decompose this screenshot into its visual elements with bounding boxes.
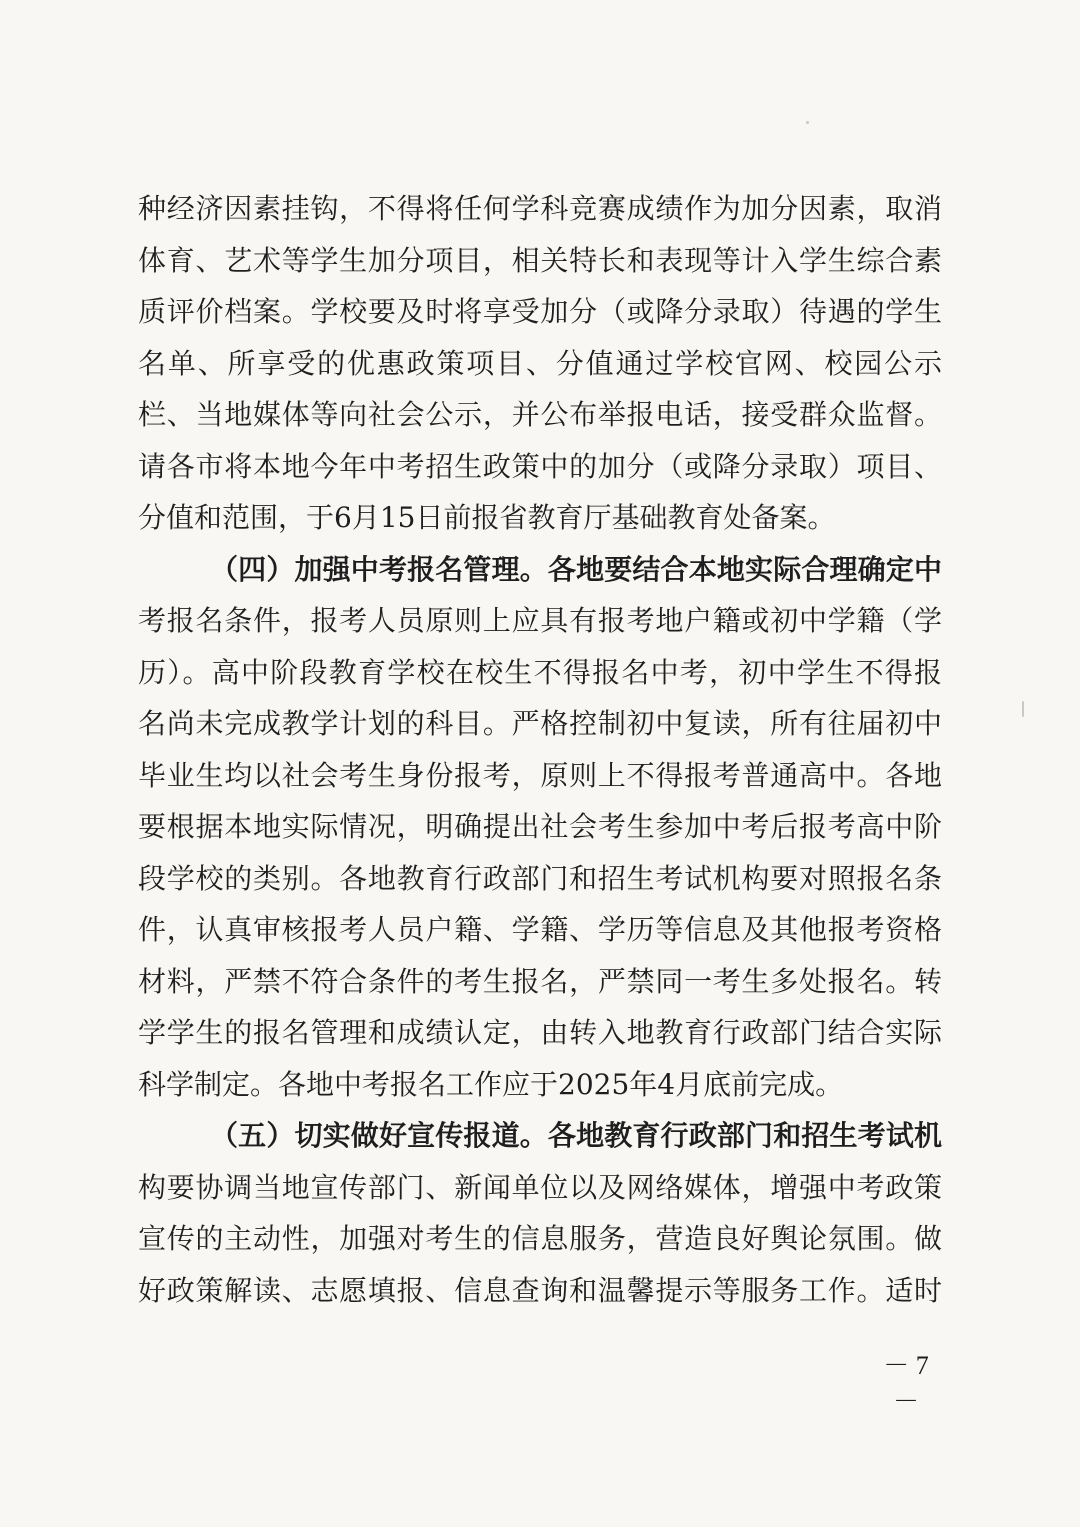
text-line: 考报名条件，报考人员原则上应具有报考地户籍或初中学籍（学 bbox=[138, 604, 942, 637]
text-line: 段学校的类别。各地教育行政部门和招生考试机构要对照报名条 bbox=[138, 861, 942, 895]
text-line: 毕业生均以社会考生身份报考，原则上不得报考普通高中。各地 bbox=[138, 758, 942, 792]
page-number: － 7 － bbox=[883, 1351, 929, 1416]
text-line: 名尚未完成教学计划的科目。严格控制初中复读，所有往届初中 bbox=[138, 707, 942, 740]
text-line: 历）。高中阶段教育学校在校生不得报名中考，初中学生不得报 bbox=[138, 655, 942, 689]
text-line: 栏、当地媒体等向社会公示，并公布举报电话，接受群众监督。 bbox=[138, 398, 942, 431]
text-line: 体育、艺术等学生加分项目，相关特长和表现等计入学生综合素 bbox=[138, 243, 942, 277]
text-line: 要根据本地实际情况，明确提出社会考生参加中考后报考高中阶 bbox=[138, 810, 942, 843]
section-4-heading-line: （四）加强中考报名管理。各地要结合本地实际合理确定中 bbox=[210, 552, 942, 586]
text-line: 构要协调当地宣传部门、新闻单位以及网络媒体，增强中考政策 bbox=[138, 1170, 942, 1204]
scan-speck bbox=[806, 121, 809, 124]
text-line: 种经济因素挂钩，不得将任何学科竞赛成绩作为加分因素，取消 bbox=[138, 192, 942, 225]
text-line: 质评价档案。学校要及时将享受加分（或降分录取）待遇的学生 bbox=[138, 295, 942, 328]
text-line: 请各市将本地今年中考招生政策中的加分（或降分录取）项目、 bbox=[138, 449, 942, 483]
text-line: 学学生的报名管理和成绩认定，由转入地教育行政部门结合实际 bbox=[138, 1016, 942, 1049]
text-line: 名单、所享受的优惠政策项目、分值通过学校官网、校园公示 bbox=[138, 346, 942, 380]
text-line: 分值和范围，于6月15日前报省教育厅基础教育处备案。 bbox=[138, 501, 836, 534]
text-line: 宣传的主动性，加强对考生的信息服务，营造良好舆论氛围。做 bbox=[138, 1222, 942, 1255]
text-line: 好政策解读、志愿填报、信息查询和温馨提示等服务工作。适时 bbox=[138, 1273, 942, 1307]
scan-speck bbox=[1022, 701, 1024, 717]
text-line: 科学制定。各地中考报名工作应于2025年4月底前完成。 bbox=[138, 1067, 844, 1101]
body-text bbox=[138, 183, 942, 1316]
text-line: 件，认真审核报考人员户籍、学籍、学历等信息及其他报考资格 bbox=[138, 913, 942, 946]
section-5-heading-line: （五）切实做好宣传报道。各地教育行政部门和招生考试机 bbox=[210, 1119, 942, 1152]
text-line: 材料，严禁不符合条件的考生报名，严禁同一考生多处报名。转 bbox=[138, 964, 942, 998]
